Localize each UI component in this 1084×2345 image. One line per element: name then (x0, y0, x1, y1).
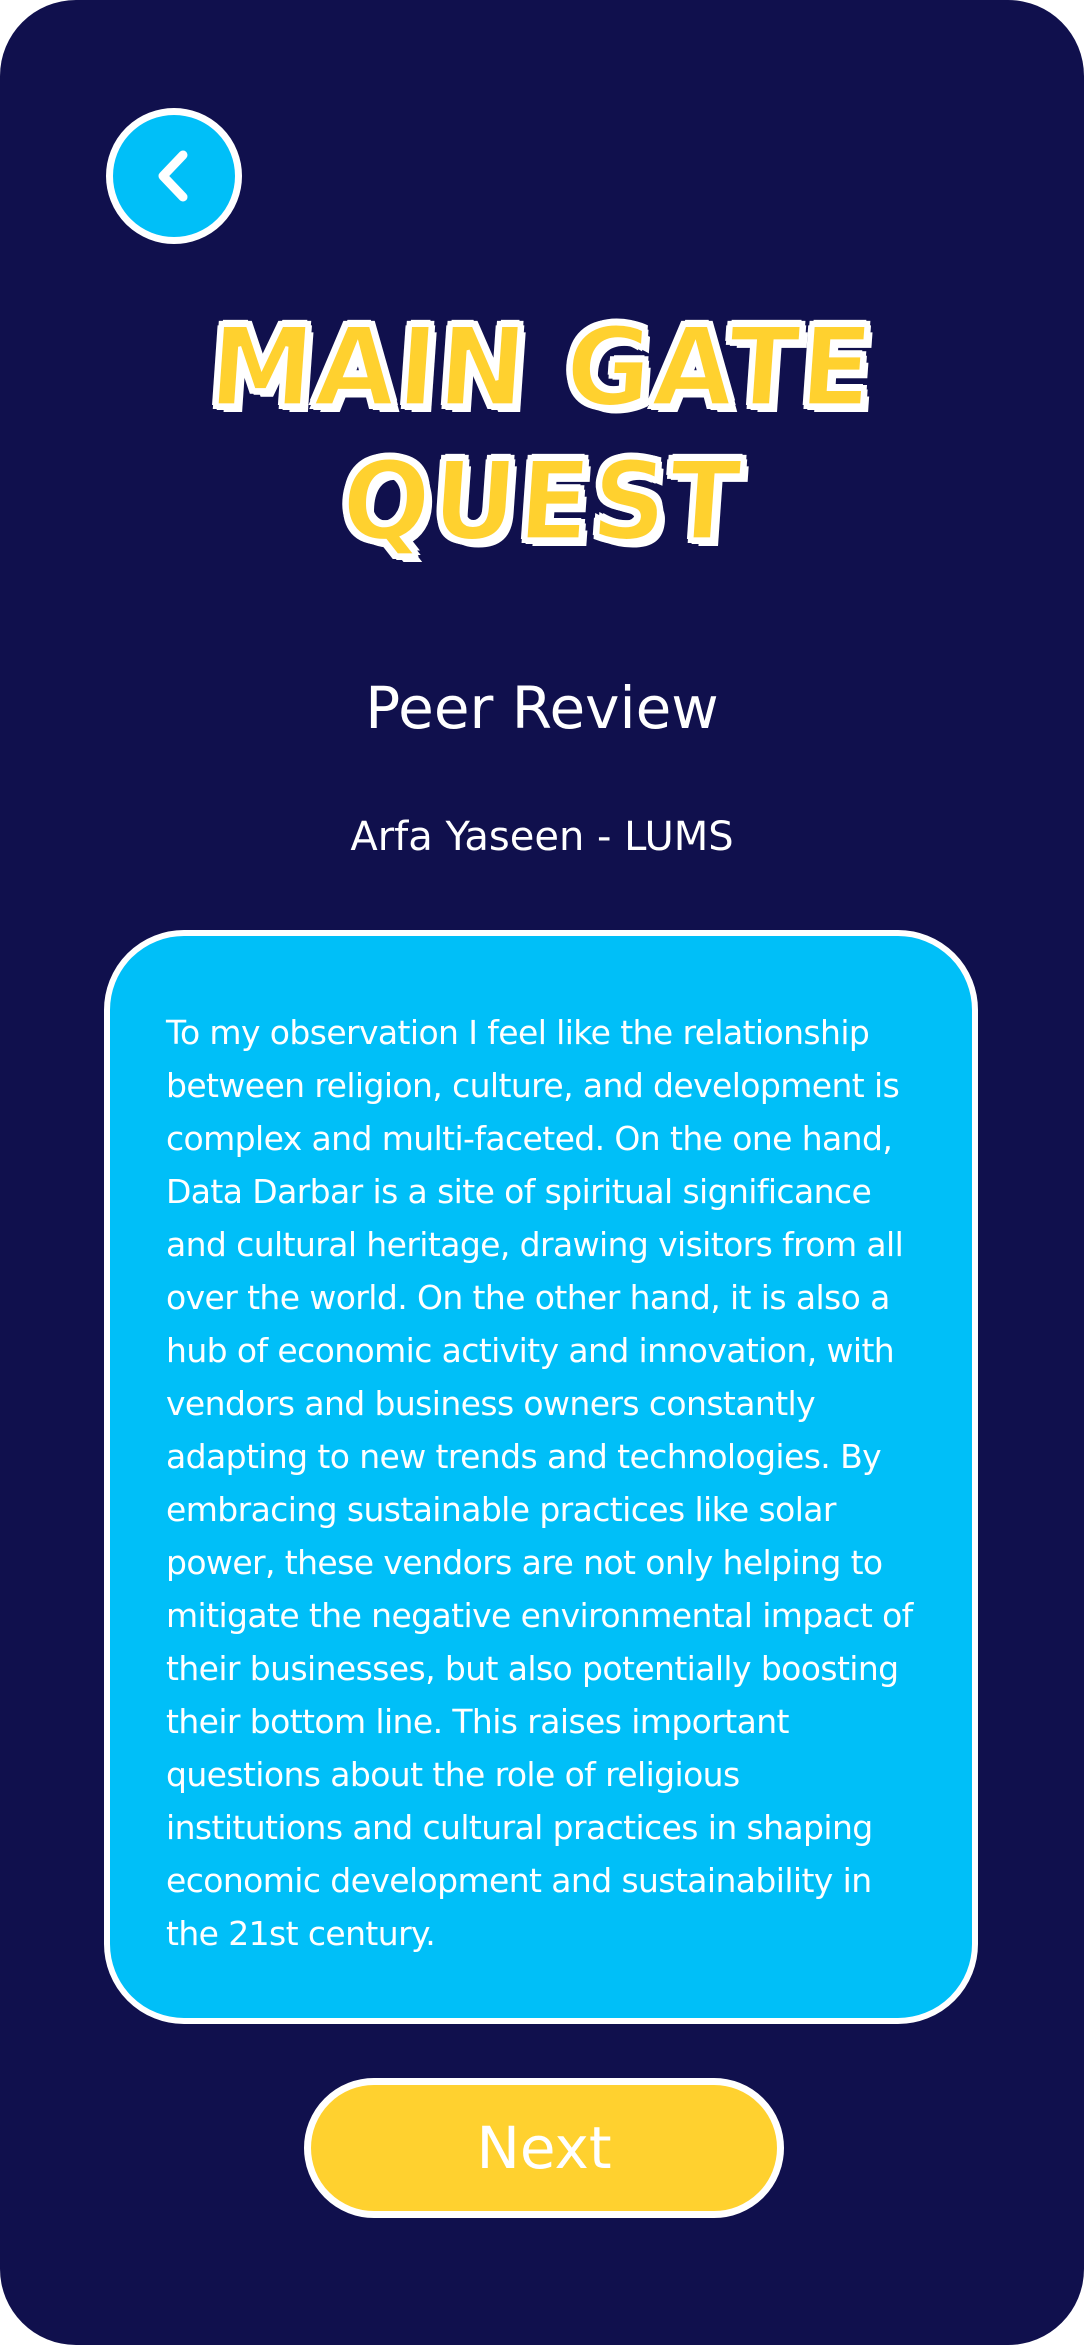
back-button[interactable] (106, 108, 242, 244)
reviewer-name: Arfa Yaseen - LUMS (350, 814, 734, 860)
page-title: Peer Review (365, 674, 719, 742)
logo-line-2: QUEST (337, 436, 747, 566)
review-text: To my observation I feel like the relationship between religion, culture, and development is complex and multi-faceted. On the one hand, Data Darbar is a site of spiritual significance and cultural heritage, drawing visitors from all over the world. On the other hand, it is also a hub of economic activity and innovation, with vendors and business owners constantly adapting to new trends and technologies. By embracing sustainable practices like solar power, these vendors are not only helping to mitigate the negative environmental impact of their businesses, but also potentially boosting their bottom line. This raises important questions about the role of religious institutions and cultural practices in shaping economic development and sustainability in the 21st century. (166, 1013, 913, 1953)
chevron-left-icon (149, 147, 199, 205)
next-button[interactable]: Next (304, 2078, 784, 2218)
logo-line-1: MAIN GATE (205, 302, 879, 432)
review-card (104, 930, 978, 2024)
game-logo (0, 300, 1084, 568)
